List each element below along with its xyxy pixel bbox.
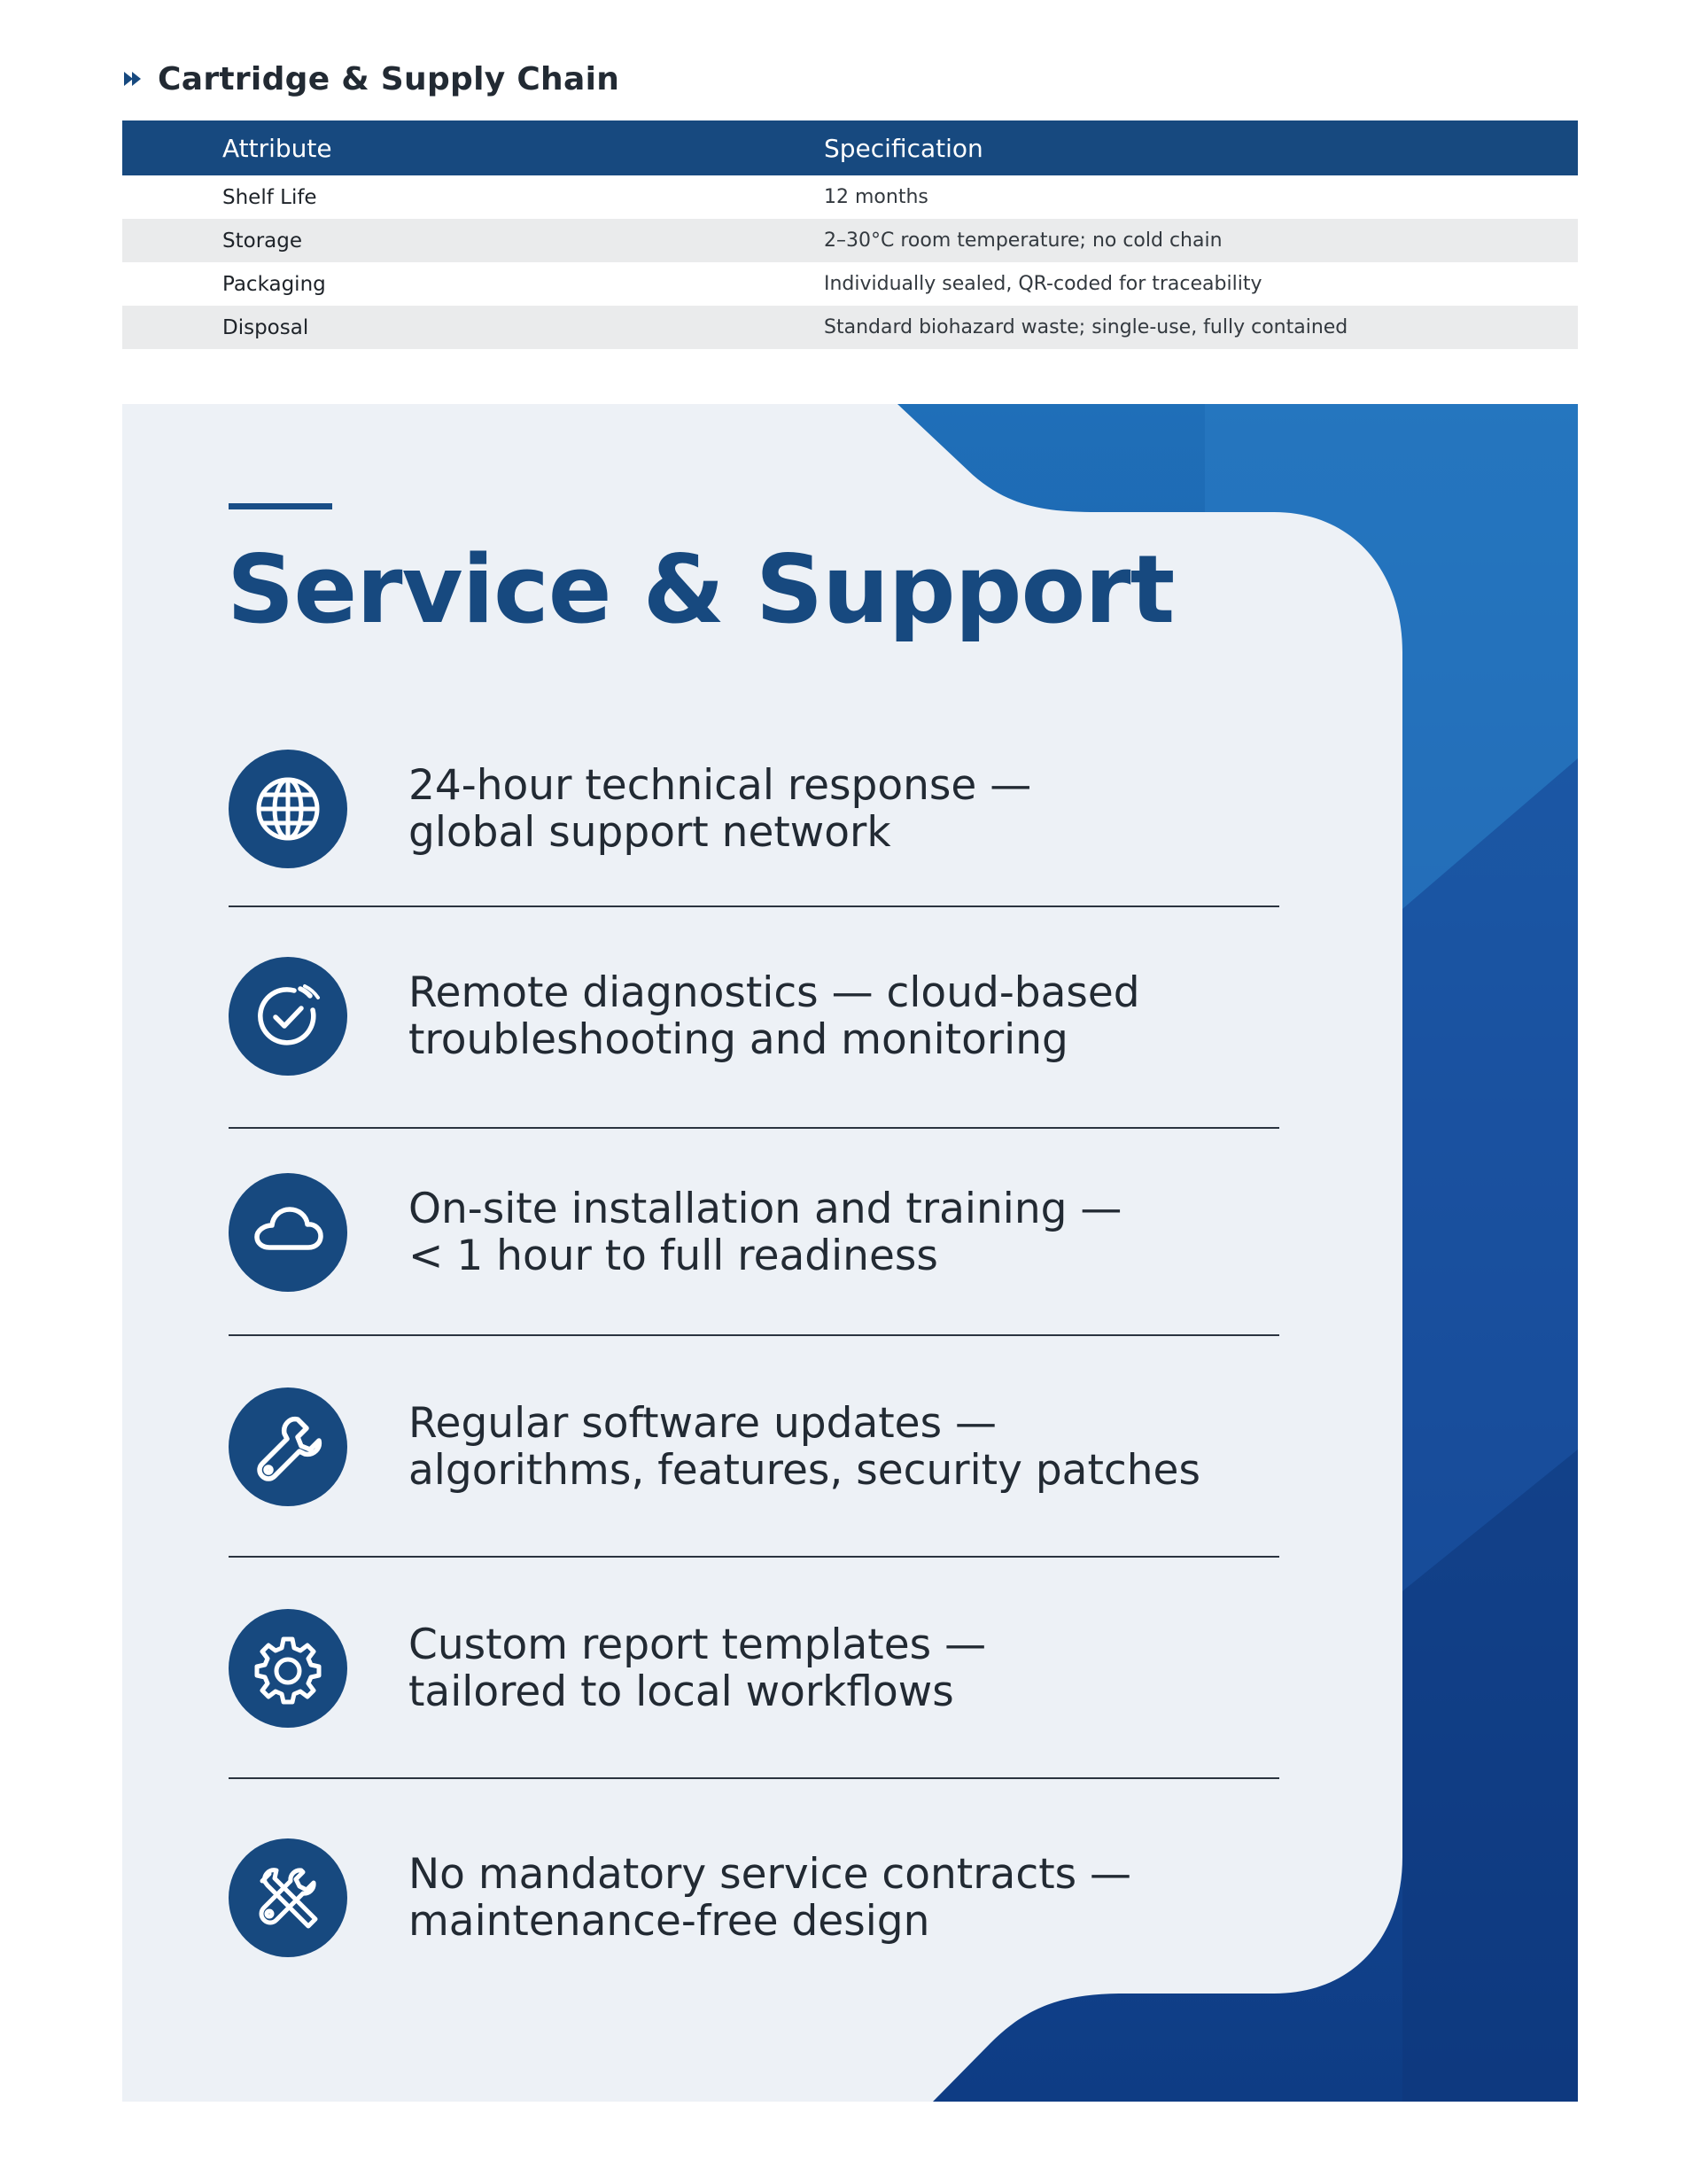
cell-attribute: Packaging: [222, 272, 326, 296]
service-item-text: [408, 1851, 1131, 1945]
service-line-1: No mandatory service contracts —: [408, 1850, 1132, 1899]
cell-attribute: Disposal: [222, 315, 309, 339]
check-gauge-icon: [229, 957, 347, 1076]
service-line-1: 24-hour technical response —: [408, 761, 1032, 810]
header-specification: Specification: [824, 133, 983, 163]
divider: [229, 1334, 1279, 1336]
service-line-1: Regular software updates —: [408, 1399, 998, 1448]
gear-icon: [229, 1609, 347, 1728]
panel-title: Service & Support: [227, 535, 1175, 644]
cloud-icon: [229, 1173, 347, 1292]
divider: [229, 1777, 1279, 1779]
service-line-1: On-site installation and training —: [408, 1185, 1122, 1233]
service-panel: [122, 404, 1578, 2102]
cell-spec: 12 months: [824, 186, 928, 208]
service-line-2: algorithms, features, security patches: [408, 1446, 1200, 1495]
divider: [229, 905, 1279, 907]
table-row: [122, 306, 1578, 349]
service-line-2: global support network: [408, 808, 891, 857]
table-row: [122, 175, 1578, 219]
divider: [229, 1556, 1279, 1558]
section-heading: [122, 57, 619, 101]
service-line-2: tailored to local workflows: [408, 1667, 954, 1716]
cell-attribute: Storage: [222, 229, 302, 253]
service-item-text: [408, 1621, 986, 1715]
cell-spec: 2–30°C room temperature; no cold chain: [824, 229, 1223, 252]
spec-table: [122, 120, 1578, 349]
service-item-text: [408, 762, 1031, 856]
title-accent-bar: [229, 503, 332, 509]
cell-attribute: Shelf Life: [222, 185, 317, 209]
service-item: [229, 1387, 1279, 1506]
section-title: Cartridge & Supply Chain: [158, 60, 620, 97]
service-line-2: troubleshooting and monitoring: [408, 1015, 1068, 1064]
service-item: [229, 750, 1279, 868]
table-row: [122, 262, 1578, 306]
service-item: [229, 1609, 1279, 1728]
service-line-2: < 1 hour to full readiness: [408, 1232, 938, 1280]
cell-spec: Individually sealed, QR-coded for traceability: [824, 273, 1262, 295]
tools-icon: [229, 1838, 347, 1957]
wrench-icon: [229, 1387, 347, 1506]
header-attribute: Attribute: [222, 133, 332, 163]
divider: [229, 1127, 1279, 1129]
service-item-text: [408, 1185, 1122, 1279]
globe-icon: [229, 750, 347, 868]
service-line-1: Custom report templates —: [408, 1621, 987, 1669]
service-line-2: maintenance-free design: [408, 1897, 930, 1946]
double-arrow-icon: [122, 69, 145, 89]
service-line-1: Remote diagnostics — cloud-based: [408, 968, 1140, 1017]
service-item-text: [408, 969, 1140, 1063]
service-item-text: [408, 1400, 1200, 1494]
service-item: [229, 957, 1279, 1076]
service-item: [229, 1838, 1279, 1957]
cell-spec: Standard biohazard waste; single-use, fully contained: [824, 316, 1348, 338]
table-header: [122, 120, 1578, 175]
service-item: [229, 1173, 1279, 1292]
table-body: [122, 175, 1578, 349]
table-row: [122, 219, 1578, 262]
